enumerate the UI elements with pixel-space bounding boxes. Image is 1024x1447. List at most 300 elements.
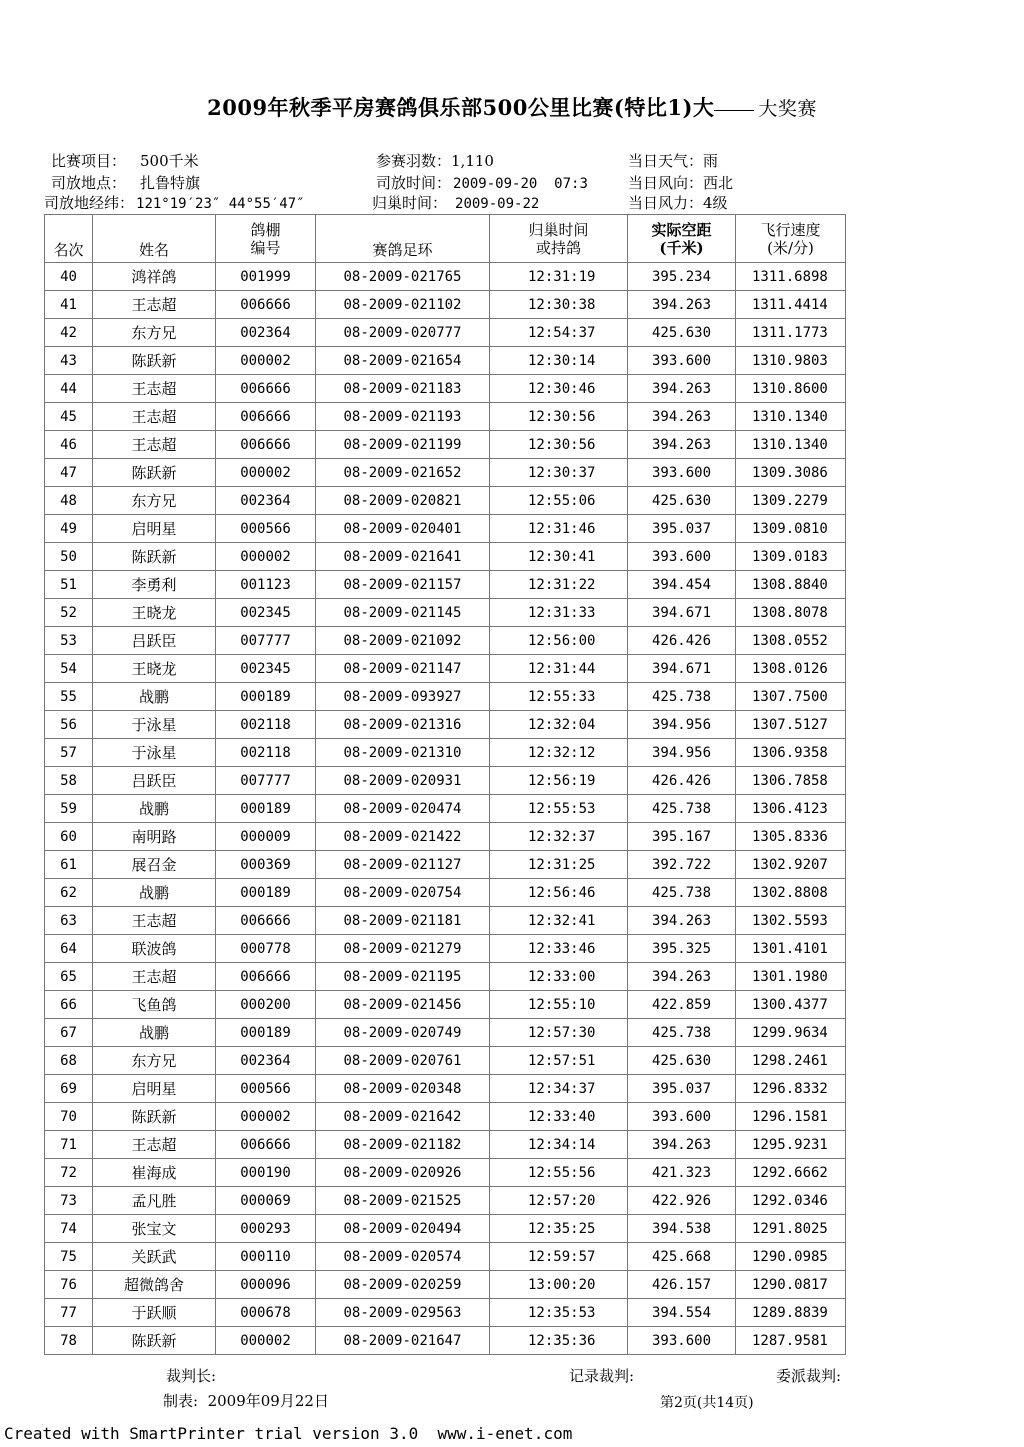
distance-cell: 394.263 <box>628 907 736 935</box>
speed-cell: 1302.9207 <box>736 851 846 879</box>
rank-cell: 53 <box>45 627 93 655</box>
speed-cell: 1298.2461 <box>736 1047 846 1075</box>
speed-cell: 1308.0126 <box>736 655 846 683</box>
rank-cell: 76 <box>45 1271 93 1299</box>
return-time-cell: 12:30:14 <box>490 347 628 375</box>
distance-cell: 394.263 <box>628 963 736 991</box>
loft-cell: 001999 <box>216 263 316 291</box>
name-cell: 陈跃新 <box>93 543 216 571</box>
rank-cell: 48 <box>45 487 93 515</box>
name-cell: 陈跃新 <box>93 1327 216 1355</box>
rank-cell: 68 <box>45 1047 93 1075</box>
table-row <box>45 347 846 375</box>
name-cell: 王志超 <box>93 1131 216 1159</box>
table-row <box>45 1131 846 1159</box>
return-time-cell: 12:57:20 <box>490 1187 628 1215</box>
rank-cell: 46 <box>45 431 93 459</box>
ring-cell: 08-2009-021316 <box>316 711 490 739</box>
return-time-cell: 12:31:22 <box>490 571 628 599</box>
return-time-cell: 12:56:46 <box>490 879 628 907</box>
ring-cell: 08-2009-020348 <box>316 1075 490 1103</box>
distance-cell: 393.600 <box>628 543 736 571</box>
rank-cell: 64 <box>45 935 93 963</box>
header-speed-line1: 飞行速度 <box>760 220 821 239</box>
speed-cell: 1309.0810 <box>736 515 846 543</box>
rank-cell: 74 <box>45 1215 93 1243</box>
loft-cell: 000566 <box>216 1075 316 1103</box>
ring-cell: 08-2009-020931 <box>316 767 490 795</box>
loft-cell: 006666 <box>216 1131 316 1159</box>
name-cell: 王晓龙 <box>93 599 216 627</box>
release-place-label: 司放地点： <box>51 174 127 192</box>
name-cell: 孟凡胜 <box>93 1187 216 1215</box>
name-cell: 关跃武 <box>93 1243 216 1271</box>
ring-cell: 08-2009-021199 <box>316 431 490 459</box>
distance-cell: 394.263 <box>628 431 736 459</box>
loft-cell: 007777 <box>216 627 316 655</box>
page-number: 第2页(共14页) <box>660 1395 754 1411</box>
return-time-cell: 12:55:53 <box>490 795 628 823</box>
ring-cell: 08-2009-021195 <box>316 963 490 991</box>
name-cell: 崔海成 <box>93 1159 216 1187</box>
speed-cell: 1299.9634 <box>736 1019 846 1047</box>
table-row <box>45 599 846 627</box>
return-time-cell: 12:55:56 <box>490 1159 628 1187</box>
rank-cell: 77 <box>45 1299 93 1327</box>
loft-cell: 000566 <box>216 515 316 543</box>
ring-cell: 08-2009-021652 <box>316 459 490 487</box>
rank-cell: 54 <box>45 655 93 683</box>
watermark-credit: Created with SmartPrinter trial version 3.0 www.i-enet.com <box>4 1424 573 1443</box>
distance-cell: 425.668 <box>628 1243 736 1271</box>
loft-cell: 007777 <box>216 767 316 795</box>
rank-cell: 57 <box>45 739 93 767</box>
name-cell: 东方兄 <box>93 1047 216 1075</box>
distance-cell: 394.263 <box>628 1131 736 1159</box>
table-row <box>45 851 846 879</box>
ring-cell: 08-2009-021183 <box>316 375 490 403</box>
speed-cell: 1292.0346 <box>736 1187 846 1215</box>
name-cell: 启明星 <box>93 1075 216 1103</box>
header-distance-line1: 实际空距 <box>651 220 712 239</box>
return-time-cell: 12:55:10 <box>490 991 628 1019</box>
loft-cell: 000009 <box>216 823 316 851</box>
loft-cell: 002364 <box>216 319 316 347</box>
distance-cell: 395.037 <box>628 1075 736 1103</box>
loft-cell: 000002 <box>216 347 316 375</box>
table-row <box>45 375 846 403</box>
speed-cell: 1302.5593 <box>736 907 846 935</box>
ring-cell: 08-2009-020259 <box>316 1271 490 1299</box>
results-table <box>44 214 846 1355</box>
ring-cell: 08-2009-021145 <box>316 599 490 627</box>
speed-cell: 1309.2279 <box>736 487 846 515</box>
loft-cell: 000096 <box>216 1271 316 1299</box>
table-row <box>45 515 846 543</box>
name-cell: 陈跃新 <box>93 1103 216 1131</box>
return-time-cell: 12:30:56 <box>490 403 628 431</box>
ring-cell: 08-2009-021525 <box>316 1187 490 1215</box>
release-time-label: 司放时间： <box>376 174 452 192</box>
ring-cell: 08-2009-021765 <box>316 263 490 291</box>
loft-cell: 000002 <box>216 1327 316 1355</box>
table-row <box>45 963 846 991</box>
name-cell: 陈跃新 <box>93 459 216 487</box>
loft-cell: 002118 <box>216 739 316 767</box>
loft-cell: 000778 <box>216 935 316 963</box>
table-row <box>45 1327 846 1355</box>
return-time-cell: 12:30:56 <box>490 431 628 459</box>
distance-cell: 394.671 <box>628 655 736 683</box>
table-header-row <box>45 215 846 263</box>
rank-cell: 69 <box>45 1075 93 1103</box>
return-time-cell: 12:31:44 <box>490 655 628 683</box>
loft-cell: 006666 <box>216 963 316 991</box>
rank-cell: 67 <box>45 1019 93 1047</box>
release-coords-value: 121°19′23″ 44°55′47″ <box>136 196 305 212</box>
loft-cell: 000369 <box>216 851 316 879</box>
loft-cell: 000189 <box>216 1019 316 1047</box>
table-row <box>45 1047 846 1075</box>
loft-cell: 000069 <box>216 1187 316 1215</box>
loft-cell: 006666 <box>216 403 316 431</box>
speed-cell: 1305.8336 <box>736 823 846 851</box>
header-distance <box>628 215 736 263</box>
distance-cell: 426.157 <box>628 1271 736 1299</box>
table-row <box>45 935 846 963</box>
distance-cell: 394.263 <box>628 403 736 431</box>
ring-cell: 08-2009-029563 <box>316 1299 490 1327</box>
rank-cell: 66 <box>45 991 93 1019</box>
title-main: 2009年秋季平房赛鸽俱乐部500公里比赛(特比1)大 <box>207 95 715 120</box>
ring-cell: 08-2009-021181 <box>316 907 490 935</box>
speed-cell: 1310.1340 <box>736 403 846 431</box>
rank-cell: 71 <box>45 1131 93 1159</box>
table-row <box>45 319 846 347</box>
weather <box>628 150 718 171</box>
rank-cell: 63 <box>45 907 93 935</box>
table-row <box>45 431 846 459</box>
ring-cell: 08-2009-021641 <box>316 543 490 571</box>
table-row <box>45 1215 846 1243</box>
return-time-cell: 13:00:20 <box>490 1271 628 1299</box>
speed-cell: 1311.6898 <box>736 263 846 291</box>
speed-cell: 1309.3086 <box>736 459 846 487</box>
table-row <box>45 767 846 795</box>
table-row <box>45 1159 846 1187</box>
distance-cell: 425.630 <box>628 487 736 515</box>
rank-cell: 50 <box>45 543 93 571</box>
speed-cell: 1308.0552 <box>736 627 846 655</box>
header-loft-line2: 编号 <box>250 238 281 257</box>
loft-cell: 000189 <box>216 879 316 907</box>
speed-cell: 1301.4101 <box>736 935 846 963</box>
release-place <box>51 172 200 193</box>
rank-cell: 44 <box>45 375 93 403</box>
name-cell: 东方兄 <box>93 319 216 347</box>
name-cell: 展召金 <box>93 851 216 879</box>
name-cell: 陈跃新 <box>93 347 216 375</box>
speed-cell: 1311.1773 <box>736 319 846 347</box>
return-time <box>372 192 539 213</box>
loft-cell: 000189 <box>216 683 316 711</box>
rank-cell: 62 <box>45 879 93 907</box>
rank-cell: 42 <box>45 319 93 347</box>
table-row <box>45 683 846 711</box>
ring-cell: 08-2009-020926 <box>316 1159 490 1187</box>
release-coords <box>44 192 305 213</box>
header-return-time-line2: 或持鸽 <box>535 238 581 257</box>
speed-cell: 1310.8600 <box>736 375 846 403</box>
table-row <box>45 487 846 515</box>
table-row <box>45 1075 846 1103</box>
rank-cell: 40 <box>45 263 93 291</box>
distance-cell: 425.738 <box>628 879 736 907</box>
distance-cell: 394.956 <box>628 711 736 739</box>
distance-cell: 395.037 <box>628 515 736 543</box>
speed-cell: 1290.0985 <box>736 1243 846 1271</box>
ring-cell: 08-2009-020474 <box>316 795 490 823</box>
header-name: 姓名 <box>93 215 216 263</box>
rank-cell: 59 <box>45 795 93 823</box>
return-time-cell: 12:57:30 <box>490 1019 628 1047</box>
distance-cell: 393.600 <box>628 1327 736 1355</box>
prepared-date: 制表: 2009年09月22日 <box>163 1392 329 1410</box>
ring-cell: 08-2009-020494 <box>316 1215 490 1243</box>
wind-force-label: 当日风力： <box>628 194 704 212</box>
title-tail: 大奖赛 <box>758 98 817 120</box>
return-time-cell: 12:30:37 <box>490 459 628 487</box>
rank-cell: 55 <box>45 683 93 711</box>
ring-cell: 08-2009-021147 <box>316 655 490 683</box>
distance-cell: 393.600 <box>628 1103 736 1131</box>
rank-cell: 65 <box>45 963 93 991</box>
name-cell: 启明星 <box>93 515 216 543</box>
return-time-cell: 12:56:00 <box>490 627 628 655</box>
ring-cell: 08-2009-021642 <box>316 1103 490 1131</box>
ring-cell: 08-2009-021092 <box>316 627 490 655</box>
name-cell: 李勇利 <box>93 571 216 599</box>
distance-cell: 394.538 <box>628 1215 736 1243</box>
rank-cell: 73 <box>45 1187 93 1215</box>
table-row <box>45 1299 846 1327</box>
distance-cell: 395.234 <box>628 263 736 291</box>
name-cell: 南明路 <box>93 823 216 851</box>
release-time-value: 2009-09-20 07:3 <box>453 176 588 192</box>
entries <box>376 150 494 171</box>
distance-cell: 426.426 <box>628 627 736 655</box>
distance-cell: 394.671 <box>628 599 736 627</box>
distance-cell: 395.167 <box>628 823 736 851</box>
distance-cell: 425.738 <box>628 1019 736 1047</box>
distance-cell: 425.738 <box>628 683 736 711</box>
name-cell: 飞鱼鸽 <box>93 991 216 1019</box>
ring-cell: 08-2009-021279 <box>316 935 490 963</box>
rank-cell: 60 <box>45 823 93 851</box>
header-ring: 赛鸽足环 <box>316 215 490 263</box>
name-cell: 王志超 <box>93 907 216 935</box>
name-cell: 鸿祥鸽 <box>93 263 216 291</box>
loft-cell: 002345 <box>216 599 316 627</box>
speed-cell: 1308.8840 <box>736 571 846 599</box>
return-time-cell: 12:34:37 <box>490 1075 628 1103</box>
return-time-cell: 12:32:41 <box>490 907 628 935</box>
speed-cell: 1292.6662 <box>736 1159 846 1187</box>
race-item-value: 500千米 <box>140 152 199 170</box>
ring-cell: 08-2009-021182 <box>316 1131 490 1159</box>
rank-cell: 45 <box>45 403 93 431</box>
speed-cell: 1301.1980 <box>736 963 846 991</box>
name-cell: 王志超 <box>93 431 216 459</box>
loft-cell: 000189 <box>216 795 316 823</box>
loft-cell: 000200 <box>216 991 316 1019</box>
rank-cell: 49 <box>45 515 93 543</box>
table-row <box>45 879 846 907</box>
speed-cell: 1309.0183 <box>736 543 846 571</box>
distance-cell: 395.325 <box>628 935 736 963</box>
name-cell: 东方兄 <box>93 487 216 515</box>
wind-force <box>628 192 728 213</box>
rank-cell: 52 <box>45 599 93 627</box>
return-time-cell: 12:31:25 <box>490 851 628 879</box>
wind-force-value: 4级 <box>703 194 728 212</box>
speed-cell: 1306.7858 <box>736 767 846 795</box>
rank-cell: 58 <box>45 767 93 795</box>
ring-cell: 08-2009-021157 <box>316 571 490 599</box>
wind-direction-label: 当日风向： <box>628 174 704 192</box>
table-row <box>45 291 846 319</box>
speed-cell: 1290.0817 <box>736 1271 846 1299</box>
return-time-cell: 12:33:00 <box>490 963 628 991</box>
header-speed-line2: (米/分) <box>767 238 814 257</box>
weather-label: 当日天气： <box>628 152 704 170</box>
return-time-cell: 12:30:41 <box>490 543 628 571</box>
loft-cell: 006666 <box>216 291 316 319</box>
name-cell: 战鹏 <box>93 879 216 907</box>
distance-cell: 394.454 <box>628 571 736 599</box>
speed-cell: 1311.4414 <box>736 291 846 319</box>
table-row <box>45 571 846 599</box>
return-time-cell: 12:56:19 <box>490 767 628 795</box>
ring-cell: 08-2009-021193 <box>316 403 490 431</box>
return-time-cell: 12:34:14 <box>490 1131 628 1159</box>
table-row <box>45 711 846 739</box>
table-row <box>45 795 846 823</box>
ring-cell: 08-2009-020777 <box>316 319 490 347</box>
name-cell: 联波鸽 <box>93 935 216 963</box>
rank-cell: 56 <box>45 711 93 739</box>
loft-cell: 000678 <box>216 1299 316 1327</box>
name-cell: 于泳星 <box>93 711 216 739</box>
distance-cell: 425.630 <box>628 319 736 347</box>
speed-cell: 1300.4377 <box>736 991 846 1019</box>
distance-cell: 394.263 <box>628 375 736 403</box>
table-row <box>45 1019 846 1047</box>
loft-cell: 000002 <box>216 1103 316 1131</box>
name-cell: 王志超 <box>93 403 216 431</box>
rank-cell: 43 <box>45 347 93 375</box>
loft-cell: 006666 <box>216 375 316 403</box>
rank-cell: 70 <box>45 1103 93 1131</box>
loft-cell: 006666 <box>216 431 316 459</box>
distance-cell: 422.926 <box>628 1187 736 1215</box>
name-cell: 战鹏 <box>93 1019 216 1047</box>
table-row <box>45 823 846 851</box>
distance-cell: 426.426 <box>628 767 736 795</box>
speed-cell: 1307.7500 <box>736 683 846 711</box>
name-cell: 王志超 <box>93 375 216 403</box>
loft-cell: 002364 <box>216 487 316 515</box>
table-row <box>45 627 846 655</box>
speed-cell: 1308.8078 <box>736 599 846 627</box>
release-coords-label: 司放地经纬： <box>44 194 135 212</box>
return-time-cell: 12:35:25 <box>490 1215 628 1243</box>
distance-cell: 393.600 <box>628 459 736 487</box>
distance-cell: 421.323 <box>628 1159 736 1187</box>
loft-cell: 001123 <box>216 571 316 599</box>
recorder-label: 记录裁判: <box>569 1367 635 1385</box>
name-cell: 战鹏 <box>93 795 216 823</box>
name-cell: 战鹏 <box>93 683 216 711</box>
delegate-judge-label: 委派裁判: <box>776 1367 842 1385</box>
speed-cell: 1306.9358 <box>736 739 846 767</box>
rank-cell: 47 <box>45 459 93 487</box>
return-time-cell: 12:54:37 <box>490 319 628 347</box>
ring-cell: 08-2009-021647 <box>316 1327 490 1355</box>
header-rank: 名次 <box>45 215 93 263</box>
entries-value: 1,110 <box>451 152 494 170</box>
table-row <box>45 655 846 683</box>
ring-cell: 08-2009-021456 <box>316 991 490 1019</box>
rank-cell: 41 <box>45 291 93 319</box>
distance-cell: 393.600 <box>628 347 736 375</box>
name-cell: 于跃顺 <box>93 1299 216 1327</box>
table-row <box>45 403 846 431</box>
return-time-cell: 12:59:57 <box>490 1243 628 1271</box>
ring-cell: 08-2009-020754 <box>316 879 490 907</box>
release-place-value: 扎鲁特旗 <box>140 174 201 192</box>
chief-judge-label: 裁判长: <box>166 1367 217 1385</box>
return-time-cell: 12:32:12 <box>490 739 628 767</box>
entries-label: 参赛羽数： <box>376 152 452 170</box>
loft-cell: 006666 <box>216 907 316 935</box>
name-cell: 吕跃臣 <box>93 767 216 795</box>
loft-cell: 000293 <box>216 1215 316 1243</box>
distance-cell: 394.956 <box>628 739 736 767</box>
name-cell: 于泳星 <box>93 739 216 767</box>
table-row <box>45 991 846 1019</box>
speed-cell: 1289.8839 <box>736 1299 846 1327</box>
speed-cell: 1291.8025 <box>736 1215 846 1243</box>
distance-cell: 422.859 <box>628 991 736 1019</box>
wind-direction <box>628 172 733 193</box>
loft-cell: 002118 <box>216 711 316 739</box>
table-row <box>45 1103 846 1131</box>
header-distance-line2: (千米) <box>659 238 704 257</box>
name-cell: 王志超 <box>93 963 216 991</box>
return-time-cell: 12:33:40 <box>490 1103 628 1131</box>
table-row <box>45 459 846 487</box>
race-item-label: 比赛项目： <box>51 152 127 170</box>
rank-cell: 78 <box>45 1327 93 1355</box>
name-cell: 超微鸽舍 <box>93 1271 216 1299</box>
return-time-cell: 12:35:53 <box>490 1299 628 1327</box>
speed-cell: 1310.1340 <box>736 431 846 459</box>
name-cell: 吕跃臣 <box>93 627 216 655</box>
table-row <box>45 1271 846 1299</box>
return-time-value: 2009-09-22 <box>455 196 540 212</box>
rank-cell: 75 <box>45 1243 93 1271</box>
